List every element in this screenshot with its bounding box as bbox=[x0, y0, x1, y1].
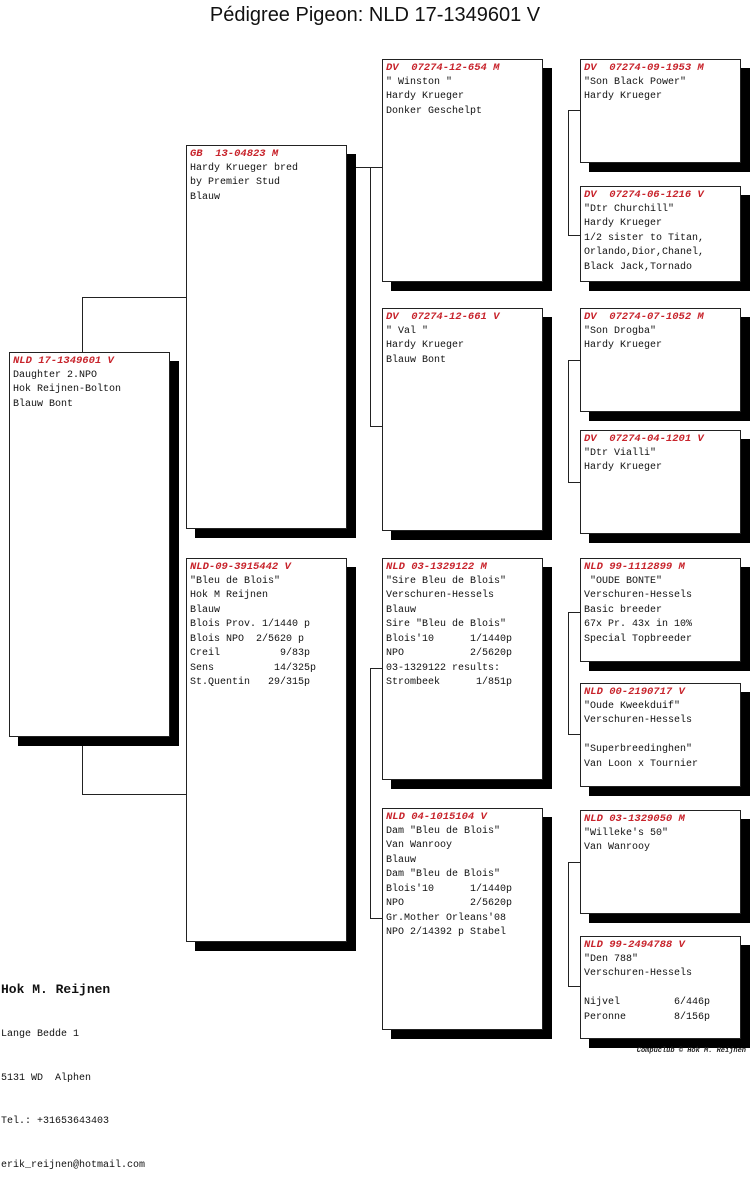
connector-line bbox=[356, 167, 383, 168]
ring-number: DV 07274-12-661 V bbox=[386, 311, 500, 323]
pigeon-info-line: Peronne 8/156p bbox=[584, 1011, 711, 1023]
pigeon-info-line: Van Loon x Tournier bbox=[584, 758, 699, 770]
pigeon-info-line: Blauw bbox=[386, 604, 417, 616]
owner-address: Lange Bedde 1 bbox=[1, 1029, 80, 1040]
connector-line bbox=[370, 668, 371, 918]
pigeon-info-line: Hardy Krueger bbox=[584, 340, 663, 351]
pigeon-info-line: 03-1329122 results: bbox=[386, 662, 501, 674]
pigeon-card-mother[interactable] bbox=[186, 558, 347, 942]
pigeon-info-line: Verschuren-Hessels bbox=[584, 968, 693, 979]
pigeon-card-fm[interactable] bbox=[382, 308, 543, 531]
pigeon-info-line: Black Jack,Tornado bbox=[584, 261, 693, 273]
connector-line bbox=[370, 167, 371, 426]
pigeon-card-ff[interactable] bbox=[382, 59, 543, 282]
pigeon-info-line: Van Wanrooy bbox=[386, 840, 453, 851]
pigeon-card-mmm[interactable] bbox=[580, 936, 741, 1039]
pigeon-info-line: Sens 14/325p bbox=[190, 662, 317, 674]
pigeon-info-line bbox=[584, 729, 737, 744]
owner-info bbox=[1, 952, 145, 1188]
ring-number: NLD 99-1112899 M bbox=[584, 561, 685, 573]
pigeon-card-mmf[interactable] bbox=[580, 810, 741, 914]
pigeon-card-ffm[interactable] bbox=[580, 186, 741, 282]
pigeon-info-line: Verschuren-Hessels bbox=[584, 715, 693, 726]
pigeon-info-line: Dam "Bleu de Blois" bbox=[386, 869, 501, 880]
pigeon-info-line: "Willeke's 50" bbox=[584, 827, 669, 839]
pigeon-info-line: Basic breeder bbox=[584, 604, 663, 616]
pigeon-info-line: Verschuren-Hessels bbox=[584, 590, 693, 601]
owner-name: Hok M. Reijnen bbox=[1, 982, 111, 997]
pigeon-info-line: Creil 9/83p bbox=[190, 648, 311, 659]
owner-city: 5131 WD Alphen bbox=[1, 1072, 92, 1084]
pigeon-info-line: NPO 2/14392 p Stabel bbox=[386, 927, 507, 938]
pigeon-info-line: Blauw Bont bbox=[386, 354, 447, 366]
pigeon-card-fmm[interactable] bbox=[580, 430, 741, 534]
ring-number: DV 07274-09-1953 M bbox=[584, 62, 704, 74]
pigeon-card-subject[interactable] bbox=[9, 352, 170, 737]
pigeon-info-line: Blauw bbox=[190, 191, 221, 203]
ring-number: NLD 03-1329122 M bbox=[386, 561, 487, 573]
connector-line bbox=[568, 110, 569, 235]
ring-number: NLD 99-2494788 V bbox=[584, 939, 685, 951]
pigeon-info-line: Blauw bbox=[386, 854, 417, 866]
pigeon-info-line: Verschuren-Hessels bbox=[386, 590, 495, 601]
ring-number: NLD 17-1349601 V bbox=[13, 355, 114, 367]
pigeon-info-line: Blois'10 1/1440p bbox=[386, 883, 513, 895]
pigeon-info-line: Dam "Bleu de Blois" bbox=[386, 825, 501, 837]
pigeon-info-line: Hok Reijnen-Bolton bbox=[13, 384, 122, 395]
ring-number: DV 07274-06-1216 V bbox=[584, 189, 704, 201]
pigeon-info-line: Hardy Krueger bbox=[584, 91, 663, 102]
pigeon-info-line: Orlando,Dior,Chanel, bbox=[584, 247, 705, 258]
pigeon-info-line: Daughter 2.NPO bbox=[13, 369, 98, 381]
pigeon-info-line: "Dtr Vialli" bbox=[584, 447, 657, 459]
ring-number: DV 07274-04-1201 V bbox=[584, 433, 704, 445]
pigeon-card-mff[interactable] bbox=[580, 558, 741, 662]
pigeon-info-line: St.Quentin 29/315p bbox=[190, 677, 311, 688]
pigeon-card-mm[interactable] bbox=[382, 808, 543, 1030]
pigeon-info-line: "Son Drogba" bbox=[584, 325, 657, 337]
pigeon-info-line: Blauw Bont bbox=[13, 398, 74, 410]
pigeon-info-line: "Superbreedinghen" bbox=[584, 744, 693, 755]
pigeon-info-line: Hardy Krueger bred bbox=[190, 162, 299, 174]
pigeon-info-line: " Winston " bbox=[386, 76, 453, 88]
pigeon-info-line: Hardy Krueger bbox=[584, 218, 663, 229]
pigeon-info-line: Blois Prov. 1/1440 p bbox=[190, 619, 311, 630]
pigeon-info-line: Blois NPO 2/5620 p bbox=[190, 633, 305, 645]
ring-number: NLD 03-1329050 M bbox=[584, 813, 685, 825]
owner-email[interactable]: erik_reijnen@hotmail.com bbox=[1, 1159, 146, 1171]
pigeon-info-line: "Dtr Churchill" bbox=[584, 203, 675, 215]
pigeon-info-line: Van Wanrooy bbox=[584, 842, 651, 853]
owner-phone: Tel.: +31653643403 bbox=[1, 1116, 110, 1127]
pigeon-info-line: Gr.Mother Orleans'08 bbox=[386, 912, 507, 924]
ring-number: DV 07274-07-1052 M bbox=[584, 311, 704, 323]
pigeon-info-line: "Bleu de Blois" bbox=[190, 575, 281, 587]
ring-number: NLD 04-1015104 V bbox=[386, 811, 487, 823]
pigeon-info-line: Nijvel 6/446p bbox=[584, 997, 711, 1008]
pigeon-info-line: Special Topbreeder bbox=[584, 633, 693, 645]
pigeon-info-line: 67x Pr. 43x in 10% bbox=[584, 619, 693, 630]
ring-number: GB 13-04823 M bbox=[190, 148, 279, 160]
connector-line bbox=[568, 360, 569, 482]
pigeon-info-line: Hardy Krueger bbox=[584, 462, 663, 473]
pigeon-info-line: NPO 2/5620p bbox=[386, 898, 513, 909]
pigeon-card-mf[interactable] bbox=[382, 558, 543, 780]
pigeon-info-line: NPO 2/5620p bbox=[386, 648, 513, 659]
pigeon-info-line: " Val " bbox=[386, 325, 429, 337]
pigeon-info-line: Blois'10 1/1440p bbox=[386, 633, 513, 645]
connector-line bbox=[568, 612, 569, 734]
pigeon-card-fff[interactable] bbox=[580, 59, 741, 163]
pigeon-info-line: Hardy Krueger bbox=[386, 340, 465, 351]
pigeon-card-mfm[interactable] bbox=[580, 683, 741, 787]
ring-number: NLD 00-2190717 V bbox=[584, 686, 685, 698]
pigeon-info-line: "Sire Bleu de Blois" bbox=[386, 575, 507, 587]
pigeon-info-line: Sire "Bleu de Blois" bbox=[386, 619, 507, 630]
page-title: Pédigree Pigeon: NLD 17-1349601 V bbox=[209, 4, 541, 26]
pigeon-card-fmf[interactable] bbox=[580, 308, 741, 412]
footer-credit: Compuclub © Hok M. Reijnen bbox=[636, 1047, 746, 1055]
connector-line bbox=[82, 297, 187, 298]
connector-line bbox=[568, 862, 569, 986]
pigeon-info-line: "Son Black Power" bbox=[584, 76, 687, 88]
pigeon-info-line: 1/2 sister to Titan, bbox=[584, 232, 705, 244]
ring-number: NLD-09-3915442 V bbox=[190, 561, 291, 573]
pigeon-info-line bbox=[584, 982, 737, 997]
pigeon-info-line: "OUDE BONTE" bbox=[584, 575, 663, 587]
pigeon-info-line: Hok M Reijnen bbox=[190, 590, 269, 601]
pigeon-info-line: "Oude Kweekduif" bbox=[584, 700, 681, 712]
pigeon-info-line: "Den 788" bbox=[584, 953, 639, 965]
connector-line bbox=[82, 794, 187, 795]
pigeon-card-father[interactable] bbox=[186, 145, 347, 529]
pigeon-info-line: by Premier Stud bbox=[190, 177, 281, 188]
pigeon-info-line: Blauw bbox=[190, 604, 221, 616]
pigeon-info-line: Donker Geschelpt bbox=[386, 105, 483, 117]
pigeon-info-line: Hardy Krueger bbox=[386, 91, 465, 102]
pigeon-info-line: Strombeek 1/851p bbox=[386, 677, 513, 688]
ring-number: DV 07274-12-654 M bbox=[386, 62, 500, 74]
